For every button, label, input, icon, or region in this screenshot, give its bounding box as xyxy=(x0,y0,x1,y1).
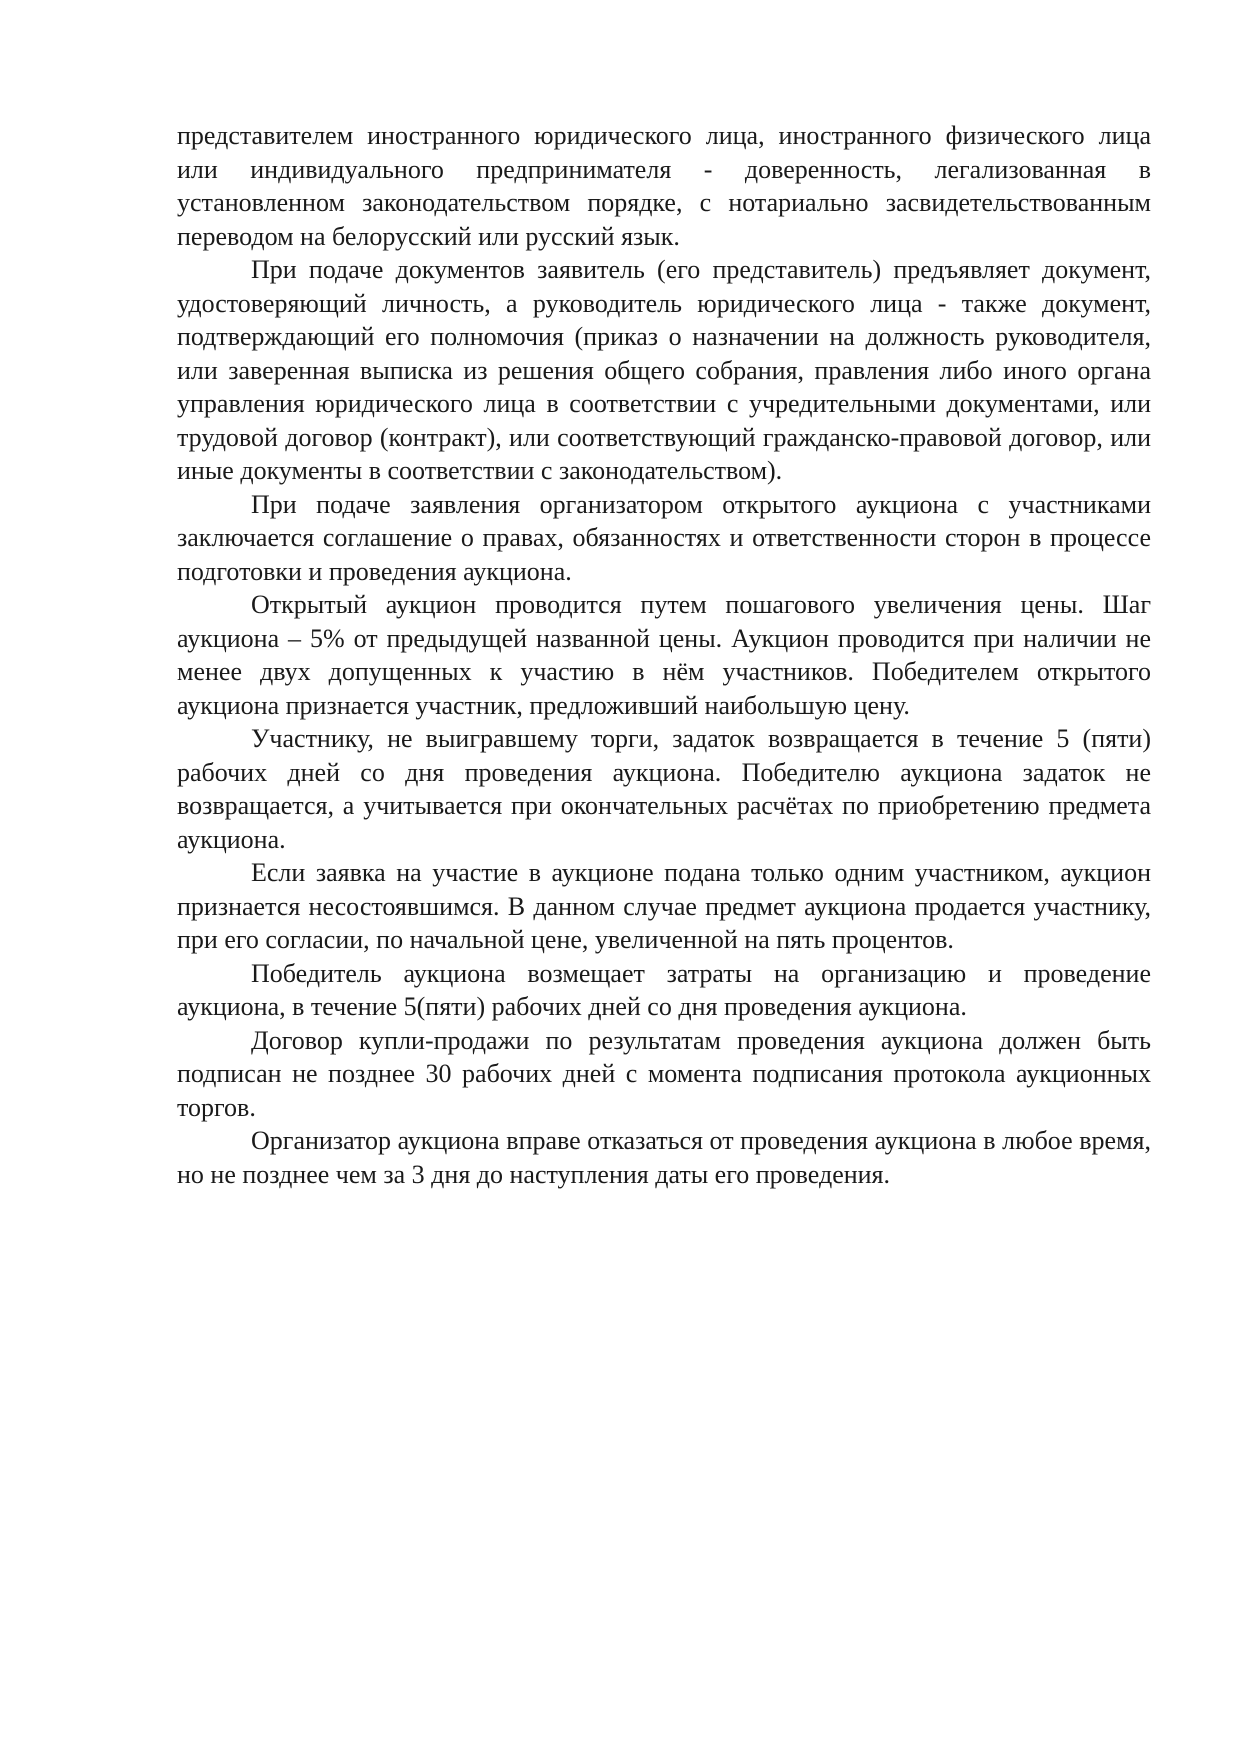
paragraph-cancellation: Организатор аукциона вправе отказаться от проведения аукциона в любое время, но не позднее чем за 3 дня до наступления даты его проведения. xyxy=(177,1126,1151,1189)
paragraph-sale-contract: Договор купли-продажи по результатам проведения аукциона должен быть подписан не позднее 30 рабочих дней с момента подписания протокола аукционных торгов. xyxy=(177,1025,1151,1122)
paragraph-agreement: При подаче заявления организатором открытого аукциона с участниками заключается соглашение о правах, обязанностях и ответственности сторон в процессе подготовки и проведения аукциона. xyxy=(177,489,1151,586)
paragraph-representative-documents: представителем иностранного юридического лица, иностранного физического лица или индивидуального предпринимателя - доверенность, легализованная в установленном законодательством порядке, с нотариально засвидетельствованным переводом на белорусский или русский язык. xyxy=(177,121,1151,251)
document-body xyxy=(177,119,1151,1191)
paragraph-deposit-return: Участнику, не выигравшему торги, задаток возвращается в течение 5 (пяти) рабочих дней со дня проведения аукциона. Победителю аукциона задаток не возвращается, а учитывается при окончательных расчётах по приобретению предмета аукциона. xyxy=(177,724,1151,854)
paragraph-single-participant: Если заявка на участие в аукционе подана только одним участником, аукцион признается несостоявшимся. В данном случае предмет аукциона продается участнику, при его согласии, по начальной цене, увеличенной на пять процентов. xyxy=(177,858,1151,954)
paragraph-identity-documents: При подаче документов заявитель (его представитель) предъявляет документ, удостоверяющий личность, а руководитель юридического лица - также документ, подтверждающий его полномочия (приказ о назначении на должность руководителя, или заверенная выписка из решения общего собрания, правления либо иного органа управления юридического лица в соответствии с учредительными документами, или трудовой договор (контракт), или соответствующий гражданско-правовой договор, или иные документы в соответствии с законодательством). xyxy=(177,255,1151,485)
paragraph-auction-procedure: Открытый аукцион проводится путем пошагового увеличения цены. Шаг аукциона – 5% от предыдущей названной цены. Аукцион проводится при наличии не менее двух допущенных к участию в нём участников. Победителем открытого аукциона признается участник, предложивший наибольшую цену. xyxy=(177,590,1151,720)
paragraph-costs-reimbursement: Победитель аукциона возмещает затраты на организацию и проведение аукциона, в течение 5(пяти) рабочих дней со дня проведения аукциона. xyxy=(177,958,1151,1021)
